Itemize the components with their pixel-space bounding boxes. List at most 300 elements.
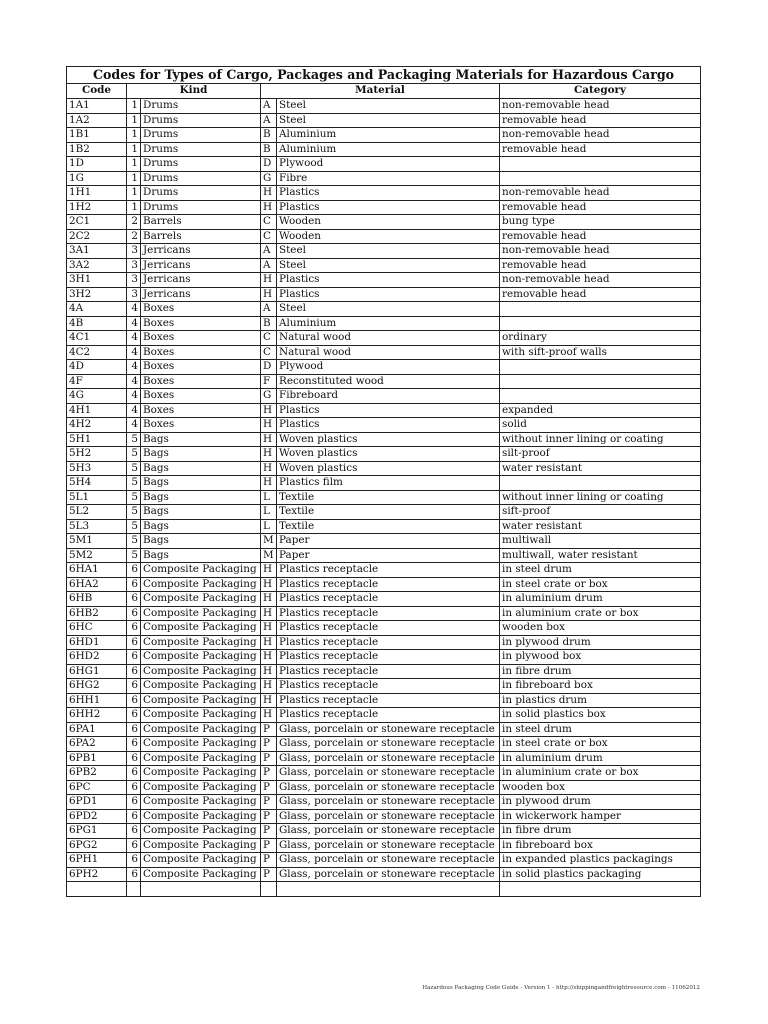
- code-cell: 6HD1: [67, 635, 127, 650]
- kind-number-cell: [127, 882, 141, 897]
- material-letter-cell: A: [261, 99, 277, 114]
- table-row: [67, 389, 701, 404]
- table-row: [67, 490, 701, 505]
- material-letter-cell: H: [261, 418, 277, 433]
- material-label-cell: Natural wood: [277, 345, 500, 360]
- kind-label-cell: Composite Packaging: [141, 751, 261, 766]
- code-cell: 4C1: [67, 331, 127, 346]
- category-cell: silt-proof: [500, 447, 701, 462]
- header-category: Category: [500, 84, 701, 99]
- material-label-cell: Glass, porcelain or stoneware receptacle: [277, 722, 500, 737]
- kind-label-cell: Bags: [141, 490, 261, 505]
- code-cell: 4D: [67, 360, 127, 375]
- material-label-cell: Aluminium: [277, 316, 500, 331]
- material-letter-cell: D: [261, 157, 277, 172]
- code-cell: 4H1: [67, 403, 127, 418]
- category-cell: removable head: [500, 258, 701, 273]
- material-label-cell: Fibreboard: [277, 389, 500, 404]
- material-label-cell: Woven plastics: [277, 461, 500, 476]
- code-cell: 1G: [67, 171, 127, 186]
- kind-number-cell: 3: [127, 258, 141, 273]
- code-cell: 6HB2: [67, 606, 127, 621]
- material-letter-cell: L: [261, 490, 277, 505]
- kind-label-cell: Composite Packaging: [141, 867, 261, 882]
- code-cell: 5M2: [67, 548, 127, 563]
- kind-label-cell: Drums: [141, 171, 261, 186]
- code-cell: 5H1: [67, 432, 127, 447]
- material-label-cell: Glass, porcelain or stoneware receptacle: [277, 867, 500, 882]
- code-cell: 5H3: [67, 461, 127, 476]
- kind-label-cell: Drums: [141, 186, 261, 201]
- code-cell: 6PH2: [67, 867, 127, 882]
- kind-label-cell: Bags: [141, 447, 261, 462]
- kind-number-cell: 2: [127, 215, 141, 230]
- material-letter-cell: A: [261, 258, 277, 273]
- table-title: Codes for Types of Cargo, Packages and Packaging Materials for Hazardous Cargo: [67, 67, 701, 84]
- category-cell: [500, 374, 701, 389]
- header-code: Code: [67, 84, 127, 99]
- table-row: [67, 447, 701, 462]
- table-row: [67, 432, 701, 447]
- kind-label-cell: Composite Packaging: [141, 664, 261, 679]
- kind-number-cell: 6: [127, 577, 141, 592]
- material-letter-cell: [261, 882, 277, 897]
- category-cell: in fibre drum: [500, 824, 701, 839]
- material-letter-cell: P: [261, 809, 277, 824]
- material-label-cell: Plastics receptacle: [277, 650, 500, 665]
- kind-number-cell: 6: [127, 795, 141, 810]
- table-row: [67, 519, 701, 534]
- table-row: [67, 795, 701, 810]
- table-row: [67, 751, 701, 766]
- material-letter-cell: H: [261, 287, 277, 302]
- material-label-cell: Glass, porcelain or stoneware receptacle: [277, 853, 500, 868]
- kind-label-cell: Composite Packaging: [141, 563, 261, 578]
- material-label-cell: Plastics: [277, 418, 500, 433]
- material-letter-cell: H: [261, 461, 277, 476]
- material-label-cell: Glass, porcelain or stoneware receptacle: [277, 737, 500, 752]
- code-cell: 6HD2: [67, 650, 127, 665]
- category-cell: multiwall: [500, 534, 701, 549]
- code-cell: 2C1: [67, 215, 127, 230]
- material-letter-cell: A: [261, 244, 277, 259]
- material-label-cell: Glass, porcelain or stoneware receptacle: [277, 809, 500, 824]
- code-cell: 1H2: [67, 200, 127, 215]
- material-letter-cell: P: [261, 766, 277, 781]
- kind-label-cell: Composite Packaging: [141, 679, 261, 694]
- category-cell: in aluminium crate or box: [500, 766, 701, 781]
- material-letter-cell: C: [261, 345, 277, 360]
- kind-label-cell: Bags: [141, 534, 261, 549]
- kind-number-cell: 4: [127, 418, 141, 433]
- table-row: [67, 635, 701, 650]
- kind-label-cell: Composite Packaging: [141, 708, 261, 723]
- kind-number-cell: 5: [127, 432, 141, 447]
- material-letter-cell: H: [261, 200, 277, 215]
- header-kind: Kind: [127, 84, 261, 99]
- kind-label-cell: Composite Packaging: [141, 737, 261, 752]
- material-letter-cell: B: [261, 142, 277, 157]
- kind-label-cell: Composite Packaging: [141, 606, 261, 621]
- kind-label-cell: Boxes: [141, 316, 261, 331]
- category-cell: removable head: [500, 142, 701, 157]
- material-letter-cell: D: [261, 360, 277, 375]
- code-cell: 5L3: [67, 519, 127, 534]
- category-cell: removable head: [500, 229, 701, 244]
- material-label-cell: Glass, porcelain or stoneware receptacle: [277, 838, 500, 853]
- category-cell: in aluminium crate or box: [500, 606, 701, 621]
- material-letter-cell: H: [261, 606, 277, 621]
- kind-number-cell: 6: [127, 621, 141, 636]
- category-cell: [500, 316, 701, 331]
- code-cell: 5H2: [67, 447, 127, 462]
- kind-number-cell: 6: [127, 563, 141, 578]
- kind-number-cell: 1: [127, 186, 141, 201]
- material-letter-cell: F: [261, 374, 277, 389]
- material-letter-cell: A: [261, 113, 277, 128]
- kind-number-cell: 6: [127, 809, 141, 824]
- table-row: [67, 142, 701, 157]
- material-label-cell: Plastics: [277, 200, 500, 215]
- kind-label-cell: Composite Packaging: [141, 838, 261, 853]
- table-row: [67, 258, 701, 273]
- kind-number-cell: 1: [127, 171, 141, 186]
- material-letter-cell: P: [261, 838, 277, 853]
- kind-number-cell: 6: [127, 679, 141, 694]
- table-row: [67, 461, 701, 476]
- material-label-cell: Plastics: [277, 273, 500, 288]
- kind-number-cell: 6: [127, 737, 141, 752]
- kind-number-cell: 6: [127, 780, 141, 795]
- material-label-cell: Plywood: [277, 360, 500, 375]
- code-cell: 3A1: [67, 244, 127, 259]
- kind-number-cell: 6: [127, 838, 141, 853]
- title-row: [67, 67, 701, 84]
- kind-number-cell: 6: [127, 635, 141, 650]
- category-cell: in expanded plastics packagings: [500, 853, 701, 868]
- material-label-cell: Plywood: [277, 157, 500, 172]
- material-letter-cell: H: [261, 592, 277, 607]
- kind-number-cell: 4: [127, 302, 141, 317]
- category-cell: in aluminium drum: [500, 751, 701, 766]
- category-cell: sift-proof: [500, 505, 701, 520]
- kind-label-cell: Composite Packaging: [141, 621, 261, 636]
- material-letter-cell: P: [261, 751, 277, 766]
- material-label-cell: Paper: [277, 534, 500, 549]
- material-letter-cell: L: [261, 505, 277, 520]
- kind-label-cell: Boxes: [141, 374, 261, 389]
- code-cell: 4H2: [67, 418, 127, 433]
- kind-number-cell: 1: [127, 157, 141, 172]
- category-cell: in steel drum: [500, 563, 701, 578]
- material-letter-cell: H: [261, 186, 277, 201]
- table-row: [67, 853, 701, 868]
- kind-number-cell: 4: [127, 389, 141, 404]
- material-label-cell: Plastics: [277, 403, 500, 418]
- material-label-cell: Plastics receptacle: [277, 592, 500, 607]
- packaging-codes-table: [66, 66, 701, 897]
- material-label-cell: Wooden: [277, 229, 500, 244]
- code-cell: 6PH1: [67, 853, 127, 868]
- table-row: [67, 171, 701, 186]
- material-letter-cell: H: [261, 447, 277, 462]
- material-label-cell: Steel: [277, 258, 500, 273]
- kind-label-cell: Composite Packaging: [141, 780, 261, 795]
- kind-number-cell: 1: [127, 200, 141, 215]
- kind-number-cell: 6: [127, 766, 141, 781]
- material-label-cell: Textile: [277, 505, 500, 520]
- kind-label-cell: Boxes: [141, 403, 261, 418]
- material-letter-cell: G: [261, 389, 277, 404]
- category-cell: in steel crate or box: [500, 577, 701, 592]
- category-cell: [500, 882, 701, 897]
- table-row: [67, 838, 701, 853]
- category-cell: [500, 360, 701, 375]
- kind-label-cell: Composite Packaging: [141, 809, 261, 824]
- kind-number-cell: 3: [127, 273, 141, 288]
- table-row: [67, 534, 701, 549]
- category-cell: wooden box: [500, 621, 701, 636]
- kind-label-cell: Drums: [141, 200, 261, 215]
- category-cell: non-removable head: [500, 244, 701, 259]
- table-row: [67, 316, 701, 331]
- material-label-cell: Glass, porcelain or stoneware receptacle: [277, 824, 500, 839]
- kind-number-cell: 6: [127, 650, 141, 665]
- code-cell: [67, 882, 127, 897]
- kind-label-cell: Bags: [141, 519, 261, 534]
- kind-number-cell: 1: [127, 142, 141, 157]
- kind-number-cell: 1: [127, 113, 141, 128]
- code-cell: 1H1: [67, 186, 127, 201]
- table-row: [67, 186, 701, 201]
- table-row: [67, 679, 701, 694]
- table-row: [67, 722, 701, 737]
- material-label-cell: Plastics receptacle: [277, 693, 500, 708]
- kind-label-cell: Bags: [141, 505, 261, 520]
- code-cell: 4A: [67, 302, 127, 317]
- material-label-cell: Plastics film: [277, 476, 500, 491]
- table-row: [67, 273, 701, 288]
- material-label-cell: Plastics receptacle: [277, 679, 500, 694]
- material-letter-cell: M: [261, 548, 277, 563]
- category-cell: non-removable head: [500, 273, 701, 288]
- category-cell: in plywood drum: [500, 635, 701, 650]
- table-row: [67, 403, 701, 418]
- table-row: [67, 693, 701, 708]
- category-cell: without inner lining or coating: [500, 490, 701, 505]
- kind-label-cell: Barrels: [141, 229, 261, 244]
- material-letter-cell: H: [261, 693, 277, 708]
- material-letter-cell: H: [261, 621, 277, 636]
- table-row: [67, 592, 701, 607]
- table-row: [67, 664, 701, 679]
- material-label-cell: Aluminium: [277, 142, 500, 157]
- table-row: [67, 824, 701, 839]
- kind-label-cell: Composite Packaging: [141, 824, 261, 839]
- category-cell: ordinary: [500, 331, 701, 346]
- table-row: [67, 331, 701, 346]
- code-cell: 4B: [67, 316, 127, 331]
- table-row: [67, 766, 701, 781]
- code-cell: 6PB2: [67, 766, 127, 781]
- code-cell: 5H4: [67, 476, 127, 491]
- kind-label-cell: Composite Packaging: [141, 795, 261, 810]
- material-label-cell: Plastics receptacle: [277, 664, 500, 679]
- kind-label-cell: Bags: [141, 476, 261, 491]
- kind-label-cell: Composite Packaging: [141, 853, 261, 868]
- material-label-cell: Glass, porcelain or stoneware receptacle: [277, 751, 500, 766]
- material-letter-cell: H: [261, 577, 277, 592]
- code-cell: 6HC: [67, 621, 127, 636]
- code-cell: 6PD2: [67, 809, 127, 824]
- category-cell: in solid plastics packaging: [500, 867, 701, 882]
- material-letter-cell: B: [261, 316, 277, 331]
- material-label-cell: Woven plastics: [277, 432, 500, 447]
- table-row: [67, 867, 701, 882]
- category-cell: water resistant: [500, 461, 701, 476]
- code-cell: 1A1: [67, 99, 127, 114]
- category-cell: in plywood box: [500, 650, 701, 665]
- material-label-cell: Paper: [277, 548, 500, 563]
- table-row: [67, 302, 701, 317]
- kind-label-cell: Bags: [141, 432, 261, 447]
- material-letter-cell: P: [261, 853, 277, 868]
- kind-label-cell: Composite Packaging: [141, 592, 261, 607]
- kind-number-cell: 5: [127, 534, 141, 549]
- kind-label-cell: Drums: [141, 157, 261, 172]
- table-row: [67, 418, 701, 433]
- code-cell: 6PA1: [67, 722, 127, 737]
- category-cell: in plywood drum: [500, 795, 701, 810]
- code-cell: 6PB1: [67, 751, 127, 766]
- table-row: [67, 99, 701, 114]
- kind-number-cell: 6: [127, 708, 141, 723]
- kind-number-cell: 6: [127, 867, 141, 882]
- category-cell: non-removable head: [500, 186, 701, 201]
- kind-number-cell: 6: [127, 693, 141, 708]
- kind-label-cell: Drums: [141, 142, 261, 157]
- material-letter-cell: A: [261, 302, 277, 317]
- kind-label-cell: Boxes: [141, 389, 261, 404]
- code-cell: 6HB: [67, 592, 127, 607]
- material-label-cell: [277, 882, 500, 897]
- category-cell: non-removable head: [500, 128, 701, 143]
- category-cell: in aluminium drum: [500, 592, 701, 607]
- kind-label-cell: Jerricans: [141, 273, 261, 288]
- table-row: [67, 287, 701, 302]
- kind-number-cell: 5: [127, 461, 141, 476]
- table-row: [67, 606, 701, 621]
- kind-label-cell: Jerricans: [141, 244, 261, 259]
- code-cell: 1A2: [67, 113, 127, 128]
- material-letter-cell: H: [261, 403, 277, 418]
- kind-number-cell: 5: [127, 476, 141, 491]
- table-row: [67, 215, 701, 230]
- code-cell: 5L2: [67, 505, 127, 520]
- table-row: [67, 780, 701, 795]
- material-letter-cell: L: [261, 519, 277, 534]
- kind-label-cell: Boxes: [141, 418, 261, 433]
- material-letter-cell: C: [261, 331, 277, 346]
- kind-number-cell: 4: [127, 316, 141, 331]
- material-label-cell: Steel: [277, 113, 500, 128]
- material-label-cell: Plastics receptacle: [277, 606, 500, 621]
- material-letter-cell: P: [261, 737, 277, 752]
- material-letter-cell: G: [261, 171, 277, 186]
- kind-number-cell: 6: [127, 592, 141, 607]
- kind-label-cell: Boxes: [141, 360, 261, 375]
- kind-number-cell: 1: [127, 128, 141, 143]
- material-letter-cell: M: [261, 534, 277, 549]
- category-cell: in plastics drum: [500, 693, 701, 708]
- table-row: [67, 200, 701, 215]
- kind-number-cell: 3: [127, 244, 141, 259]
- table-row: [67, 708, 701, 723]
- material-label-cell: Glass, porcelain or stoneware receptacle: [277, 795, 500, 810]
- table-row: [67, 229, 701, 244]
- table-row: [67, 882, 701, 897]
- material-label-cell: Textile: [277, 490, 500, 505]
- material-letter-cell: B: [261, 128, 277, 143]
- kind-number-cell: 4: [127, 360, 141, 375]
- kind-number-cell: 4: [127, 331, 141, 346]
- code-cell: 6PD1: [67, 795, 127, 810]
- material-label-cell: Glass, porcelain or stoneware receptacle: [277, 780, 500, 795]
- kind-number-cell: 5: [127, 519, 141, 534]
- table-row: [67, 374, 701, 389]
- code-cell: 6HA2: [67, 577, 127, 592]
- material-letter-cell: P: [261, 795, 277, 810]
- category-cell: in fibreboard box: [500, 838, 701, 853]
- category-cell: in fibre drum: [500, 664, 701, 679]
- code-cell: 1B2: [67, 142, 127, 157]
- material-letter-cell: H: [261, 432, 277, 447]
- kind-label-cell: Drums: [141, 128, 261, 143]
- category-cell: in wickerwork hamper: [500, 809, 701, 824]
- table-row: [67, 128, 701, 143]
- code-cell: 4G: [67, 389, 127, 404]
- kind-number-cell: 6: [127, 722, 141, 737]
- material-label-cell: Plastics receptacle: [277, 708, 500, 723]
- kind-label-cell: Barrels: [141, 215, 261, 230]
- category-cell: in solid plastics box: [500, 708, 701, 723]
- material-letter-cell: H: [261, 563, 277, 578]
- table-row: [67, 621, 701, 636]
- code-cell: 6HA1: [67, 563, 127, 578]
- material-label-cell: Plastics receptacle: [277, 635, 500, 650]
- code-cell: 3H1: [67, 273, 127, 288]
- material-letter-cell: H: [261, 635, 277, 650]
- kind-label-cell: Composite Packaging: [141, 635, 261, 650]
- code-cell: 3A2: [67, 258, 127, 273]
- code-cell: 6HG2: [67, 679, 127, 694]
- category-cell: in steel drum: [500, 722, 701, 737]
- category-cell: in steel crate or box: [500, 737, 701, 752]
- kind-label-cell: Drums: [141, 99, 261, 114]
- category-cell: [500, 302, 701, 317]
- kind-label-cell: Composite Packaging: [141, 693, 261, 708]
- category-cell: [500, 157, 701, 172]
- table-row: [67, 548, 701, 563]
- material-label-cell: Steel: [277, 244, 500, 259]
- material-letter-cell: H: [261, 708, 277, 723]
- table-row: [67, 113, 701, 128]
- kind-number-cell: 6: [127, 664, 141, 679]
- material-label-cell: Plastics receptacle: [277, 563, 500, 578]
- material-letter-cell: H: [261, 664, 277, 679]
- code-cell: 6HH1: [67, 693, 127, 708]
- material-label-cell: Steel: [277, 302, 500, 317]
